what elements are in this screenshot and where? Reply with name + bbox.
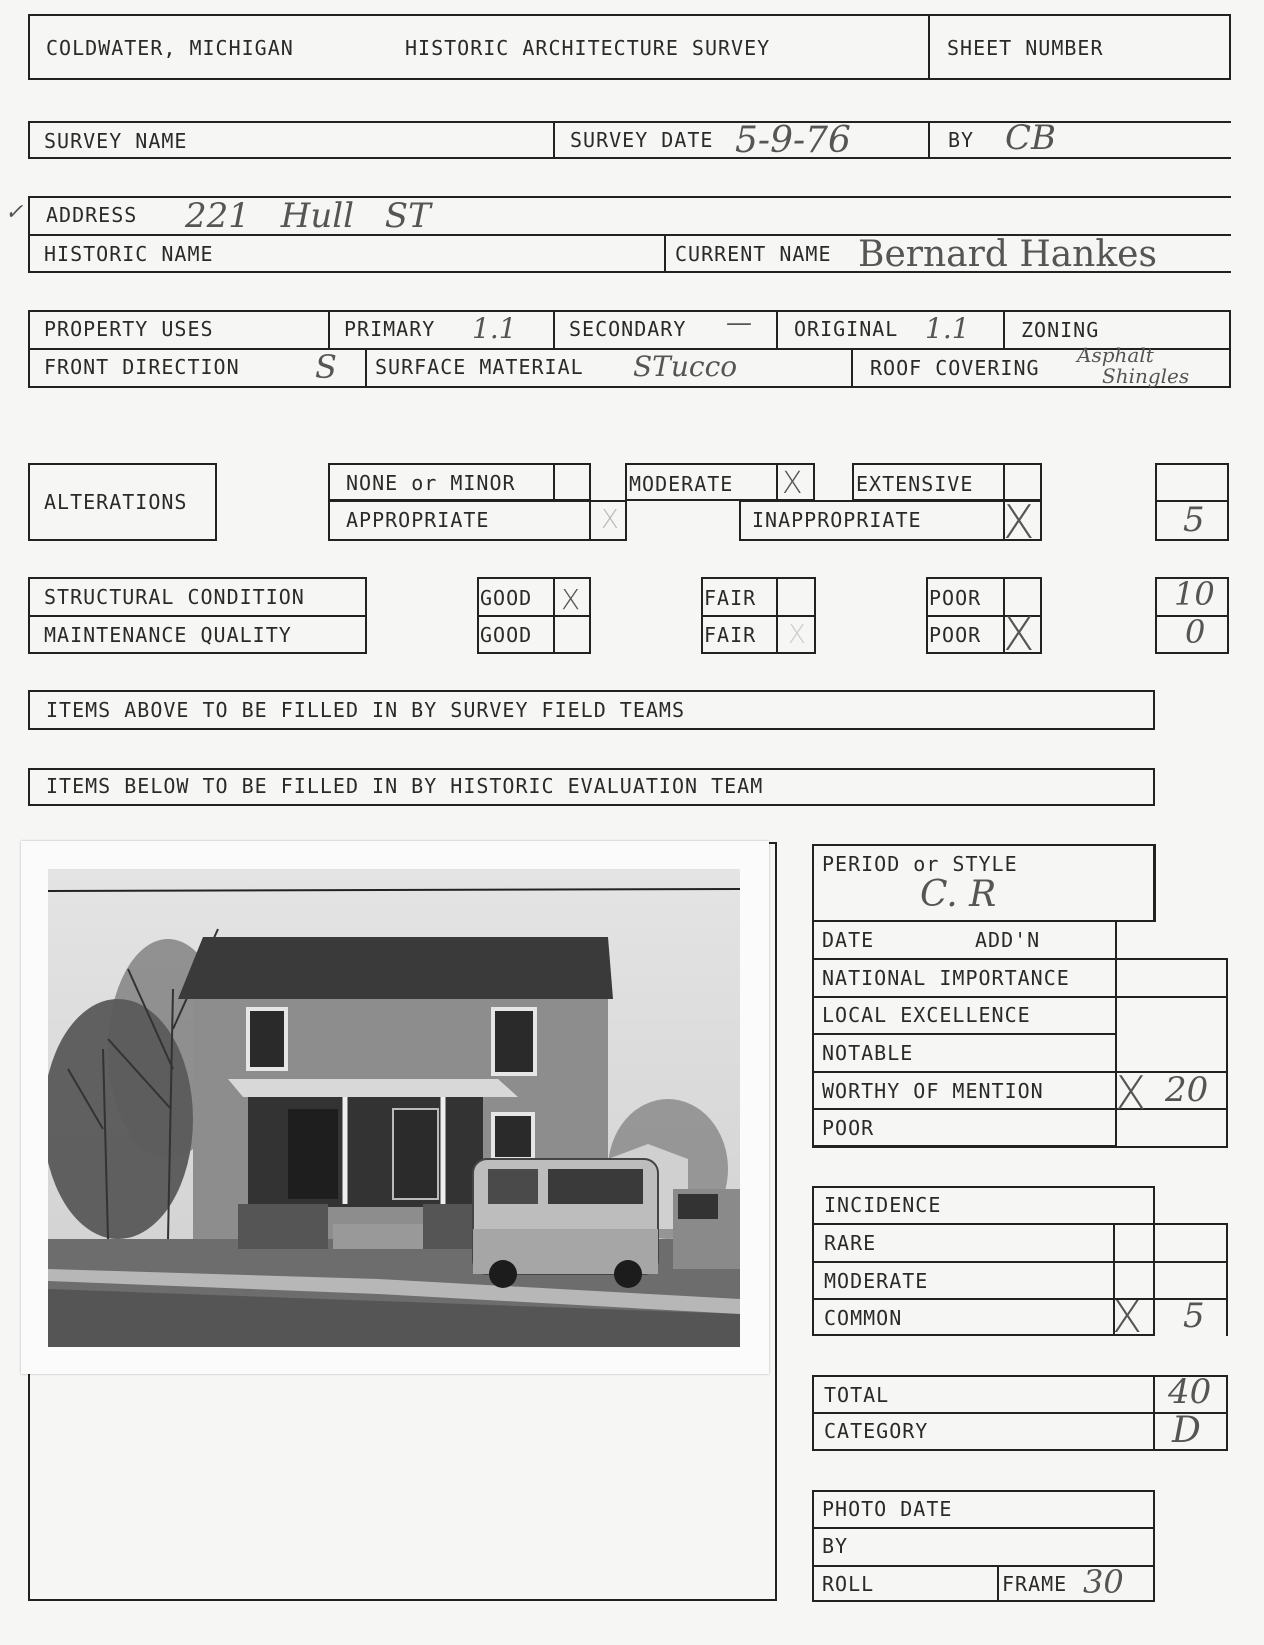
appropriate-label: APPROPRIATE: [346, 508, 490, 532]
inc-line-2: [812, 1261, 1228, 1263]
by-value: CB: [1005, 118, 1056, 158]
category-label: CATEGORY: [824, 1419, 929, 1443]
original-label: ORIGINAL: [794, 317, 899, 341]
front-direction-value: S: [315, 348, 337, 386]
survey-date-label: SURVEY DATE: [570, 128, 714, 152]
category-value: D: [1172, 1410, 1201, 1451]
frame-divider: [997, 1565, 999, 1602]
eval-score-mid: [1154, 844, 1156, 922]
eval-line-6: [812, 1146, 1228, 1148]
poor-label-1: POOR: [929, 586, 982, 610]
inappropriate-mark: X: [1003, 495, 1035, 549]
good-check-div: [553, 577, 555, 654]
good-label-2: GOOD: [480, 623, 533, 647]
extensive-label: EXTENSIVE: [856, 472, 974, 496]
period-value: C. R: [920, 874, 997, 915]
eval-line-1: [812, 958, 1228, 960]
roll-label: ROLL: [822, 1572, 875, 1596]
eval-line-2: [812, 996, 1228, 998]
worthy-score: 20: [1165, 1070, 1209, 1110]
prop-div-3: [776, 310, 778, 348]
period-label: PERIOD or STYLE: [822, 852, 1018, 876]
totals-score-div: [1153, 1375, 1155, 1451]
condition-label-split: [28, 615, 367, 617]
notable-label: NOTABLE: [822, 1041, 914, 1065]
form-title: HISTORIC ARCHITECTURE SURVEY: [405, 36, 771, 60]
date-label: DATE: [822, 928, 875, 952]
roof-covering-label: ROOF COVERING: [870, 356, 1040, 380]
total-label: TOTAL: [824, 1383, 890, 1407]
building-photo: [21, 841, 769, 1374]
secondary-value: —: [726, 308, 752, 338]
survey-divider-1: [553, 121, 555, 159]
roof-covering-value-1: Asphalt: [1077, 343, 1154, 367]
photo-date-label: PHOTO DATE: [822, 1497, 953, 1521]
above-note: ITEMS ABOVE TO BE FILLED IN BY SURVEY FIELD TEAMS: [46, 698, 686, 722]
survey-divider-2: [928, 121, 930, 159]
zoning-label: ZONING: [1021, 318, 1100, 342]
structural-condition-label: STRUCTURAL CONDITION: [44, 585, 305, 609]
worthy-label: WORTHY OF MENTION: [822, 1079, 1044, 1103]
inappropriate-label: INAPPROPRIATE: [752, 508, 922, 532]
prop-div-5: [365, 348, 367, 388]
structural-good-mark: X: [561, 583, 581, 616]
current-name-label: CURRENT NAME: [675, 242, 832, 266]
addn-label: ADD'N: [975, 928, 1041, 952]
common-label: COMMON: [824, 1306, 903, 1330]
worthy-mark: X: [1115, 1066, 1147, 1120]
inc-line-3: [812, 1298, 1228, 1300]
address-value: 221 Hull ST: [185, 196, 431, 236]
primary-label: PRIMARY: [344, 317, 436, 341]
address-label: ADDRESS: [46, 203, 138, 227]
eval-score-right: [1226, 958, 1228, 1148]
fair-check-div: [776, 577, 778, 654]
sheet-number-label: SHEET NUMBER: [947, 36, 1104, 60]
good-label-1: GOOD: [480, 586, 533, 610]
prop-div-6: [851, 348, 853, 388]
rare-label: RARE: [824, 1231, 877, 1255]
historic-name-label: HISTORIC NAME: [44, 242, 214, 266]
national-importance-label: NATIONAL IMPORTANCE: [822, 966, 1070, 990]
below-note: ITEMS BELOW TO BE FILLED IN BY HISTORIC EVALUATION TEAM: [46, 774, 764, 798]
structural-score: 10: [1174, 575, 1215, 613]
below-note-end: [1153, 768, 1155, 806]
common-mark: X: [1112, 1292, 1143, 1343]
incidence-label: INCIDENCE: [824, 1193, 942, 1217]
moderate-mark: X: [782, 466, 803, 501]
house-photo-svg: [48, 869, 740, 1347]
common-score: 5: [1183, 1296, 1205, 1336]
original-value: 1.1: [925, 312, 970, 345]
surface-material-label: SURFACE MATERIAL: [375, 355, 584, 379]
primary-value: 1.1: [472, 312, 517, 345]
current-name-divider: [664, 234, 666, 273]
total-value: 40: [1168, 1372, 1212, 1412]
front-direction-label: FRONT DIRECTION: [44, 355, 240, 379]
local-excellence-label: LOCAL EXCELLENCE: [822, 1003, 1031, 1027]
photo-by-label: BY: [822, 1534, 849, 1558]
frame-value: 30: [1083, 1563, 1124, 1601]
above-note-end: [1153, 690, 1155, 730]
header-divider: [928, 14, 930, 80]
fair-split: [701, 615, 816, 617]
moderate-check-div: [776, 463, 778, 501]
surface-material-value: STucco: [633, 350, 738, 383]
alterations-label: ALTERATIONS: [44, 490, 188, 514]
eval-line-3: [812, 1033, 1117, 1035]
alterations-score: 5: [1183, 500, 1205, 540]
survey-date-value: 5-9-76: [735, 120, 851, 161]
survey-name-label: SURVEY NAME: [44, 129, 188, 153]
prop-div-2: [553, 310, 555, 348]
frame-label: FRAME: [1002, 1572, 1068, 1596]
photo-line-1: [812, 1527, 1155, 1529]
eval-poor-label: POOR: [822, 1116, 875, 1140]
inc-moderate-label: MODERATE: [824, 1269, 929, 1293]
check-tick: ✓: [5, 200, 24, 225]
prop-div-4: [1003, 310, 1005, 348]
inc-line-1: [812, 1223, 1228, 1225]
appropriate-mark: X: [601, 505, 619, 535]
prop-div-1: [328, 310, 330, 348]
maintenance-fair-mark: X: [788, 620, 806, 650]
fair-label-1: FAIR: [704, 586, 757, 610]
property-split: [28, 348, 1231, 350]
poor-label-2: POOR: [929, 623, 982, 647]
moderate-label: MODERATE: [629, 472, 734, 496]
roof-covering-value-2: Shingles: [1102, 364, 1190, 388]
maintenance-score: 0: [1185, 613, 1206, 651]
totals-split: [812, 1412, 1228, 1414]
inc-score-right: [1226, 1223, 1228, 1336]
appropriate-check-div: [589, 500, 591, 541]
none-minor-label: NONE or MINOR: [346, 471, 516, 495]
secondary-label: SECONDARY: [569, 317, 687, 341]
fair-label-2: FAIR: [704, 623, 757, 647]
none-minor-check-div: [553, 463, 555, 501]
property-uses-label: PROPERTY USES: [44, 317, 214, 341]
city-label: COLDWATER, MICHIGAN: [46, 36, 294, 60]
maintenance-poor-mark: X: [1003, 607, 1035, 661]
current-name-value: Bernard Hankes: [858, 234, 1157, 275]
by-label: BY: [948, 128, 975, 152]
maintenance-quality-label: MAINTENANCE QUALITY: [44, 623, 292, 647]
